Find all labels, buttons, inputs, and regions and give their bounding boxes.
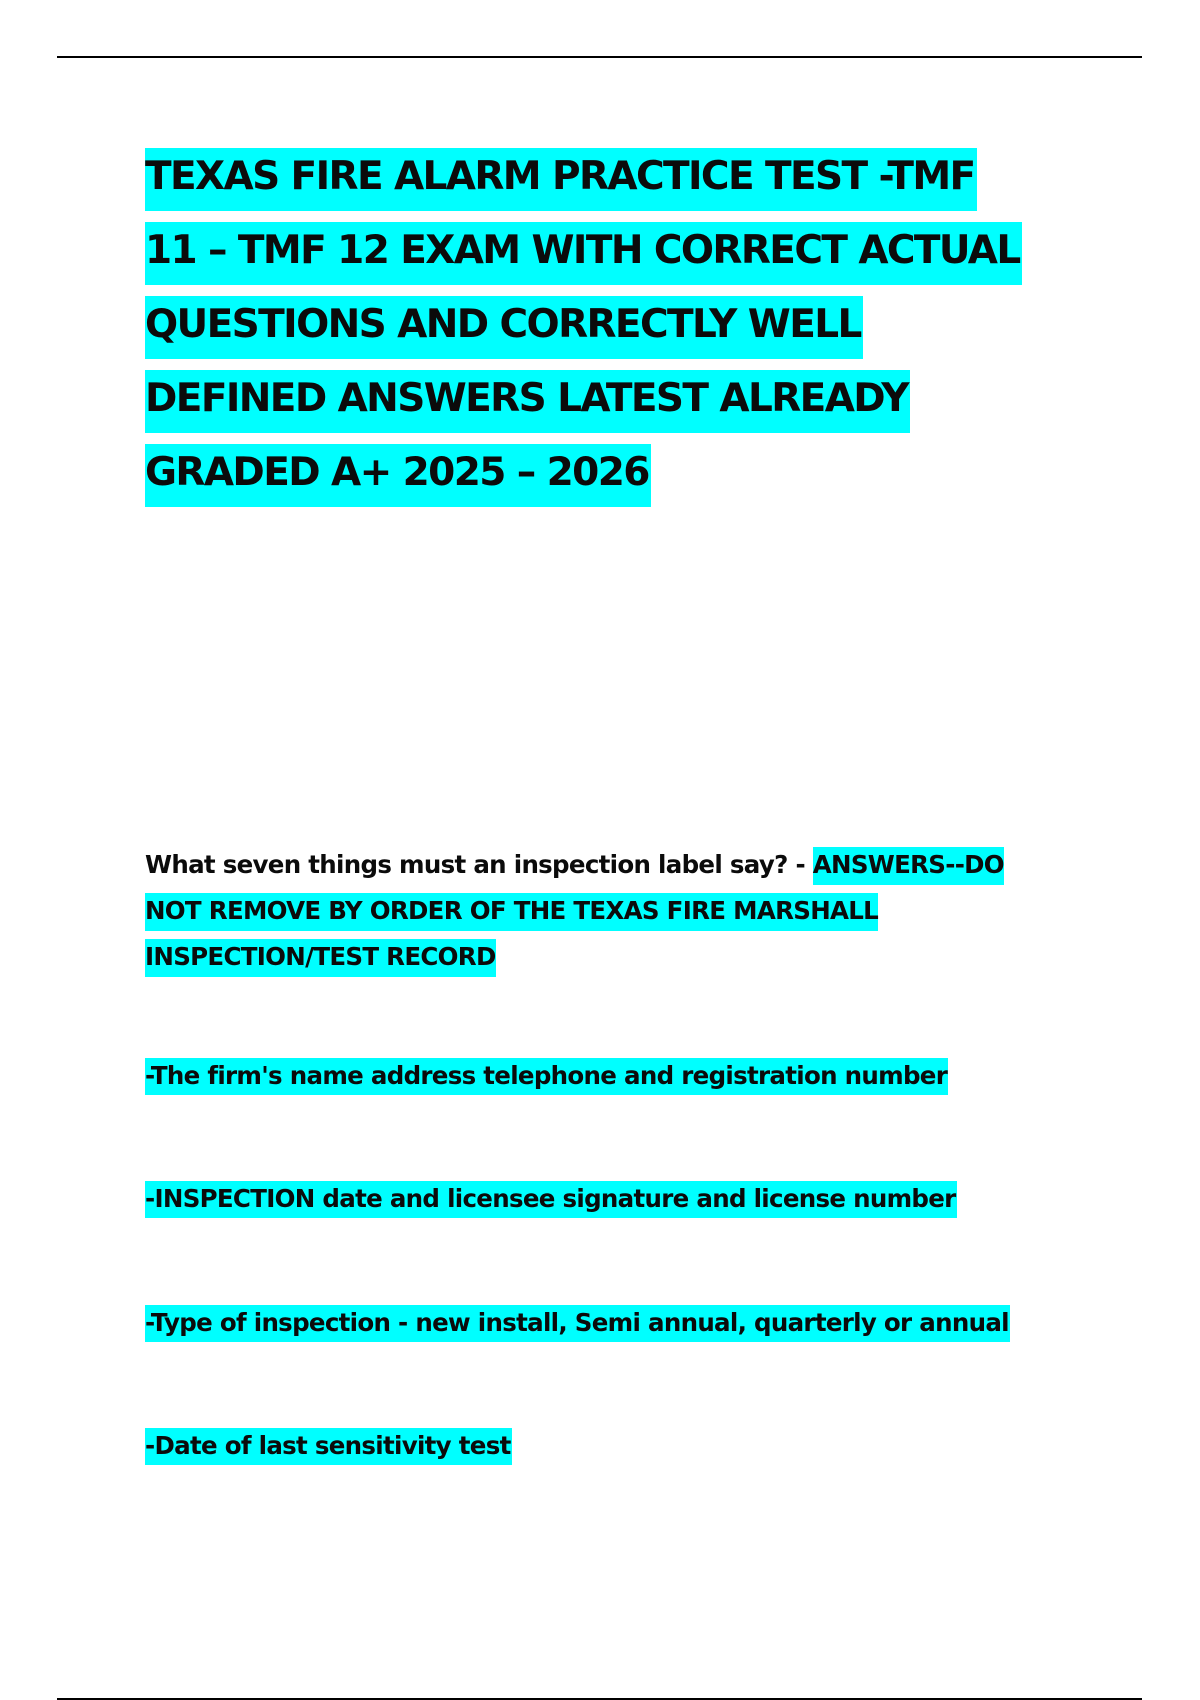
answer-intro-highlight: ANSWERS--DO NOT REMOVE BY ORDER OF THE TEXAS FIRE MARSHALL INSPECTION/TEST RECORD <box>145 847 1004 977</box>
answer-line-sensitivity-test <box>145 1428 512 1464</box>
answer-line-text: -Type of inspection - new install, Semi annual, quarterly or annual <box>145 1305 1010 1342</box>
document-title <box>145 140 1025 510</box>
top-horizontal-rule <box>57 56 1142 58</box>
answer-line-inspection-date <box>145 1181 957 1217</box>
answer-line-text: -INSPECTION date and licensee signature and license number <box>145 1181 957 1218</box>
question-paragraph <box>145 842 1025 980</box>
answer-line-text: -Date of last sensitivity test <box>145 1428 512 1465</box>
question-prompt: What seven things must an inspection label say? - <box>145 850 813 879</box>
answer-line-text: -The firm's name address telephone and registration number <box>145 1058 948 1095</box>
title-highlight: TEXAS FIRE ALARM PRACTICE TEST -TMF 11 – TMF 12 EXAM WITH CORRECT ACTUAL QUESTIONS AND CORRECTLY WELL DEFINED ANSWERS LATEST ALREADY GRADED A+ 2025 – 2026 <box>145 148 1022 507</box>
answer-line-inspection-type <box>145 1305 1010 1341</box>
answer-line-firm-info <box>145 1058 948 1094</box>
